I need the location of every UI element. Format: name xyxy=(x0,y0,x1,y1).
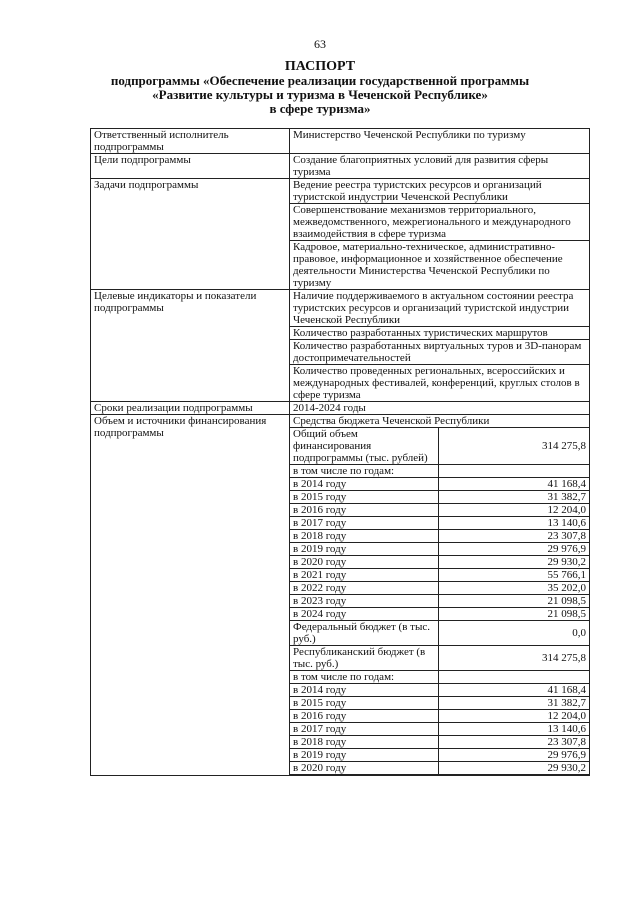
financing-by-years-row xyxy=(290,465,589,478)
year-value: 13 140,6 xyxy=(439,723,590,736)
republic-year-row xyxy=(290,749,589,762)
year-label: в 2024 году xyxy=(290,608,439,621)
year-label: в 2020 году xyxy=(290,762,439,775)
republic-budget-row xyxy=(290,646,589,671)
year-value: 31 382,7 xyxy=(439,697,590,710)
row-terms xyxy=(91,402,590,415)
year-value: 23 307,8 xyxy=(439,530,590,543)
year-value: 29 976,9 xyxy=(439,749,590,762)
year-value: 12 204,0 xyxy=(439,710,590,723)
republic-year-row xyxy=(290,684,589,697)
financing-label: Объем и источники финансирования подпрограммы xyxy=(91,415,290,776)
page-number: 63 xyxy=(314,37,326,51)
year-value: 13 140,6 xyxy=(439,517,590,530)
federal-budget-value: 0,0 xyxy=(439,621,590,646)
year-value: 41 168,4 xyxy=(439,478,590,491)
republic-year-row xyxy=(290,710,589,723)
year-row xyxy=(290,582,589,595)
indicators-label: Целевые индикаторы и показатели подпрограммы xyxy=(91,290,290,402)
year-row xyxy=(290,595,589,608)
year-label: в 2017 году xyxy=(290,723,439,736)
year-label: в 2018 году xyxy=(290,530,439,543)
empty-cell xyxy=(439,671,590,684)
financing-total-row xyxy=(290,428,589,465)
year-label: в 2021 году xyxy=(290,569,439,582)
financing-source: Средства бюджета Чеченской Республики xyxy=(290,415,589,428)
republic-year-row xyxy=(290,736,589,749)
year-value: 21 098,5 xyxy=(439,608,590,621)
year-label: в 2015 году xyxy=(290,491,439,504)
year-row xyxy=(290,556,589,569)
heading-line-2: «Развитие культуры и туризма в Чеченской Республике» xyxy=(152,87,488,102)
year-label: в 2015 году xyxy=(290,697,439,710)
year-label: в 2014 году xyxy=(290,478,439,491)
federal-budget-row xyxy=(290,621,589,646)
heading-line-1: подпрограммы «Обеспечение реализации государственной программы xyxy=(110,73,530,88)
year-value: 21 098,5 xyxy=(439,595,590,608)
republic-by-years-row xyxy=(290,671,589,684)
task-item: Совершенствование механизмов территориального, межведомственного, межрегионального и международного взаимодействия в сфере туризма xyxy=(290,204,590,241)
year-value: 12 204,0 xyxy=(439,504,590,517)
row-indicators xyxy=(91,290,590,327)
empty-cell xyxy=(439,465,590,478)
document-heading xyxy=(60,60,580,116)
federal-budget-label: Федеральный бюджет (в тыс. руб.) xyxy=(290,621,439,646)
year-row xyxy=(290,517,589,530)
year-value: 29 930,2 xyxy=(439,762,590,775)
financing-source-row xyxy=(290,415,589,428)
republic-budget-value: 314 275,8 xyxy=(439,646,590,671)
passport-table xyxy=(90,128,590,776)
indicator-item: Количество проведенных региональных, всероссийских и международных фестивалей, конференций, круглых столов в сфере туризма xyxy=(290,365,590,402)
year-value: 29 976,9 xyxy=(439,543,590,556)
year-label: в 2018 году xyxy=(290,736,439,749)
financing-total-value: 314 275,8 xyxy=(439,428,590,465)
year-label: в 2014 году xyxy=(290,684,439,697)
year-label: в 2017 году xyxy=(290,517,439,530)
year-value: 55 766,1 xyxy=(439,569,590,582)
executor-value: Министерство Чеченской Республики по туризму xyxy=(290,129,590,154)
financing-cell xyxy=(290,415,590,776)
year-label: в 2019 году xyxy=(290,749,439,762)
year-label: в 2019 году xyxy=(290,543,439,556)
row-goals xyxy=(91,154,590,179)
tasks-label: Задачи подпрограммы xyxy=(91,179,290,290)
republic-year-row xyxy=(290,762,589,775)
year-value: 41 168,4 xyxy=(439,684,590,697)
republic-budget-label: Республиканский бюджет (в тыс. руб.) xyxy=(290,646,439,671)
row-tasks xyxy=(91,179,590,204)
goals-label: Цели подпрограммы xyxy=(91,154,290,179)
task-item: Ведение реестра туристских ресурсов и организаций туристской индустрии Чеченской Республики xyxy=(290,179,590,204)
year-row xyxy=(290,491,589,504)
terms-value: 2014-2024 годы xyxy=(290,402,590,415)
year-value: 35 202,0 xyxy=(439,582,590,595)
year-row xyxy=(290,530,589,543)
year-row xyxy=(290,504,589,517)
row-executor xyxy=(91,129,590,154)
year-row xyxy=(290,478,589,491)
financing-by-years-label: в том числе по годам: xyxy=(290,465,439,478)
year-label: в 2022 году xyxy=(290,582,439,595)
goals-value: Создание благоприятных условий для развития сферы туризма xyxy=(290,154,590,179)
year-value: 29 930,2 xyxy=(439,556,590,569)
republic-year-row xyxy=(290,697,589,710)
terms-label: Сроки реализации подпрограммы xyxy=(91,402,290,415)
executor-label: Ответственный исполнитель подпрограммы xyxy=(91,129,290,154)
year-label: в 2020 году xyxy=(290,556,439,569)
row-financing xyxy=(91,415,590,776)
financing-table xyxy=(290,415,589,775)
year-row xyxy=(290,608,589,621)
financing-total-label: Общий объем финансирования подпрограммы (тыс. рублей) xyxy=(290,428,439,465)
year-row xyxy=(290,543,589,556)
year-value: 31 382,7 xyxy=(439,491,590,504)
year-label: в 2016 году xyxy=(290,710,439,723)
heading-line-3: в сфере туризма» xyxy=(269,101,371,116)
republic-by-years-label: в том числе по годам: xyxy=(290,671,439,684)
document-title: ПАСПОРТ xyxy=(284,59,356,74)
year-row xyxy=(290,569,589,582)
indicator-item: Количество разработанных виртуальных туров и 3D-панорам достопримечательностей xyxy=(290,340,590,365)
indicator-item: Количество разработанных туристических маршрутов xyxy=(290,327,590,340)
task-item: Кадровое, материально-техническое, административно-правовое, информационное и хозяйственное обеспечение деятельности Министерства Чеченской Республики по туризму xyxy=(290,241,590,290)
year-label: в 2023 году xyxy=(290,595,439,608)
year-value: 23 307,8 xyxy=(439,736,590,749)
republic-year-row xyxy=(290,723,589,736)
indicator-item: Наличие поддерживаемого в актуальном состоянии реестра туристских ресурсов и организаций туристской индустрии Чеченской Республики xyxy=(290,290,590,327)
year-label: в 2016 году xyxy=(290,504,439,517)
